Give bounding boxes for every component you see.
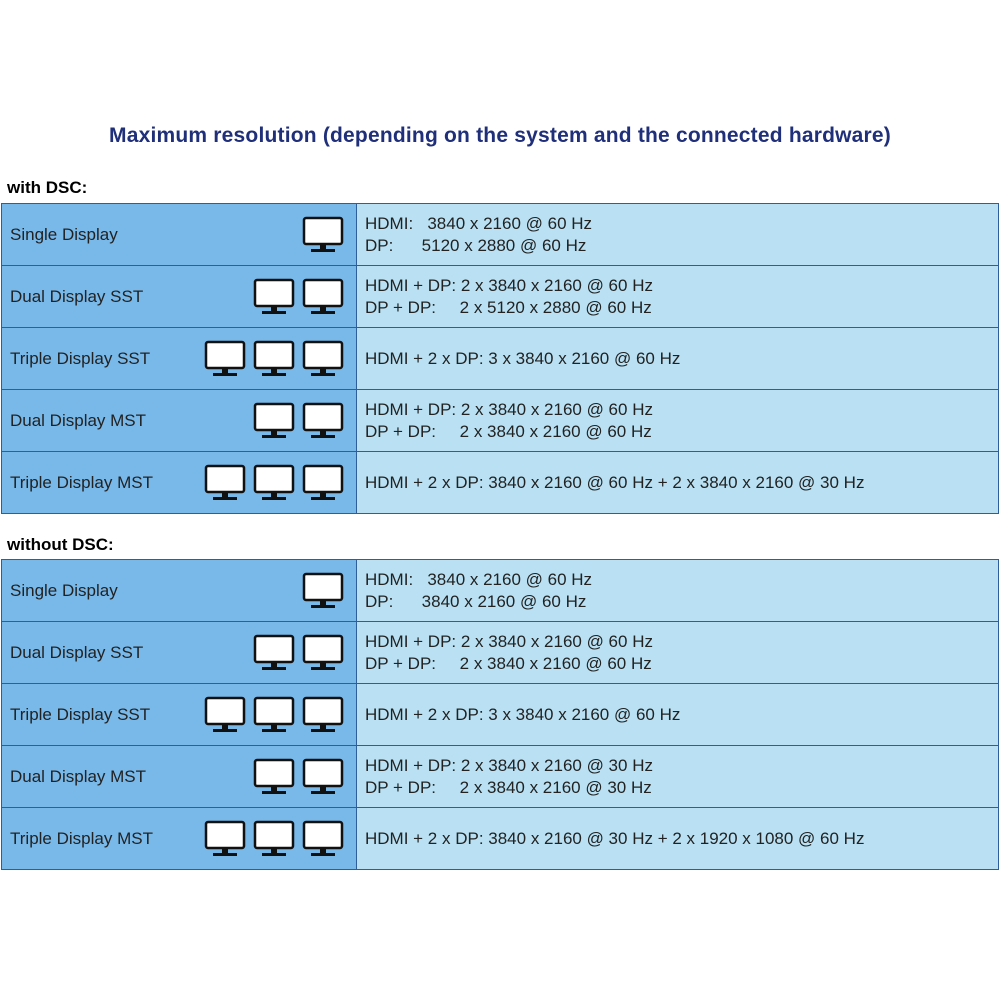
monitor-icon [302, 634, 344, 672]
resolution-line: HDMI: 3840 x 2160 @ 60 Hz [365, 569, 593, 589]
resolution-line: HDMI + DP: 2 x 3840 x 2160 @ 30 Hz [365, 755, 653, 775]
section-label-with-dsc: with DSC: [7, 178, 88, 197]
resolution-cell [357, 452, 998, 513]
display-mode-cell [2, 746, 357, 807]
display-mode-cell [2, 560, 357, 621]
resolution-line: HDMI + DP: 2 x 3840 x 2160 @ 60 Hz [365, 631, 653, 651]
table-row [2, 560, 998, 622]
display-mode-label: Dual Display MST [10, 766, 147, 786]
monitor-icon [253, 758, 295, 796]
monitor-icon [253, 278, 295, 316]
display-mode-label: Triple Display MST [10, 472, 153, 492]
monitor-icon [302, 402, 344, 440]
monitor-icons [253, 634, 344, 672]
monitor-icon [204, 696, 246, 734]
table-row [2, 266, 998, 328]
display-mode-label: Dual Display MST [10, 410, 147, 430]
display-mode-cell [2, 452, 357, 513]
monitor-icon [302, 820, 344, 858]
resolution-line: DP + DP: 2 x 3840 x 2160 @ 60 Hz [365, 421, 652, 441]
monitor-icons [253, 278, 344, 316]
table-row [2, 452, 998, 514]
resolution-cell [357, 328, 998, 389]
display-mode-label: Triple Display SST [10, 348, 151, 368]
resolution-line: HDMI + 2 x DP: 3 x 3840 x 2160 @ 60 Hz [365, 704, 681, 724]
monitor-icon [204, 464, 246, 502]
table-row [2, 390, 998, 452]
resolution-line: DP: 5120 x 2880 @ 60 Hz [365, 235, 587, 255]
table-with-dsc [1, 203, 999, 514]
table-row [2, 622, 998, 684]
monitor-icon [302, 216, 344, 254]
resolution-line: HDMI + DP: 2 x 3840 x 2160 @ 60 Hz [365, 275, 653, 295]
display-mode-cell [2, 808, 357, 869]
monitor-icons [204, 820, 344, 858]
monitor-icon [253, 820, 295, 858]
monitor-icons [253, 758, 344, 796]
monitor-icon [253, 696, 295, 734]
resolution-cell [357, 266, 998, 327]
resolution-line: DP: 3840 x 2160 @ 60 Hz [365, 591, 587, 611]
monitor-icon [302, 758, 344, 796]
display-mode-label: Dual Display SST [10, 642, 144, 662]
monitor-icon [302, 572, 344, 610]
monitor-icons [302, 216, 344, 254]
monitor-icon [204, 340, 246, 378]
resolution-line: HDMI + 2 x DP: 3 x 3840 x 2160 @ 60 Hz [365, 348, 681, 368]
resolution-cell [357, 808, 998, 869]
resolution-line: DP + DP: 2 x 5120 x 2880 @ 60 Hz [365, 297, 652, 317]
table-row [2, 684, 998, 746]
section-label-without-dsc: without DSC: [7, 535, 114, 554]
monitor-icons [253, 402, 344, 440]
resolution-line: HDMI: 3840 x 2160 @ 60 Hz [365, 213, 593, 233]
display-mode-label: Single Display [10, 580, 118, 600]
monitor-icons [204, 696, 344, 734]
table-row [2, 204, 998, 266]
resolution-line: HDMI + 2 x DP: 3840 x 2160 @ 60 Hz + 2 x 3840 x 2160 @ 30 Hz [365, 472, 865, 492]
display-mode-label: Dual Display SST [10, 286, 144, 306]
monitor-icon [253, 402, 295, 440]
monitor-icon [253, 340, 295, 378]
monitor-icon [302, 696, 344, 734]
table-row [2, 328, 998, 390]
monitor-icon [302, 278, 344, 316]
display-mode-cell [2, 622, 357, 683]
resolution-cell [357, 204, 998, 265]
display-mode-cell [2, 390, 357, 451]
table-row [2, 808, 998, 870]
resolution-line: DP + DP: 2 x 3840 x 2160 @ 30 Hz [365, 777, 652, 797]
display-mode-cell [2, 684, 357, 745]
resolution-cell [357, 390, 998, 451]
resolution-cell [357, 622, 998, 683]
table-row [2, 746, 998, 808]
display-mode-cell [2, 204, 357, 265]
display-mode-label: Triple Display MST [10, 828, 153, 848]
display-mode-cell [2, 266, 357, 327]
monitor-icon [302, 340, 344, 378]
resolution-cell [357, 684, 998, 745]
monitor-icon [302, 464, 344, 502]
resolution-line: HDMI + 2 x DP: 3840 x 2160 @ 30 Hz + 2 x 1920 x 1080 @ 60 Hz [365, 828, 865, 848]
table-without-dsc [1, 559, 999, 870]
monitor-icons [204, 464, 344, 502]
monitor-icon [253, 464, 295, 502]
page-title: Maximum resolution (depending on the system and the connected hardware) [109, 124, 891, 147]
resolution-cell [357, 746, 998, 807]
display-mode-label: Triple Display SST [10, 704, 151, 724]
resolution-line: HDMI + DP: 2 x 3840 x 2160 @ 60 Hz [365, 399, 653, 419]
resolution-line: DP + DP: 2 x 3840 x 2160 @ 60 Hz [365, 653, 652, 673]
monitor-icon [253, 634, 295, 672]
monitor-icons [204, 340, 344, 378]
monitor-icon [204, 820, 246, 858]
display-mode-cell [2, 328, 357, 389]
resolution-cell [357, 560, 998, 621]
monitor-icons [302, 572, 344, 610]
display-mode-label: Single Display [10, 224, 118, 244]
